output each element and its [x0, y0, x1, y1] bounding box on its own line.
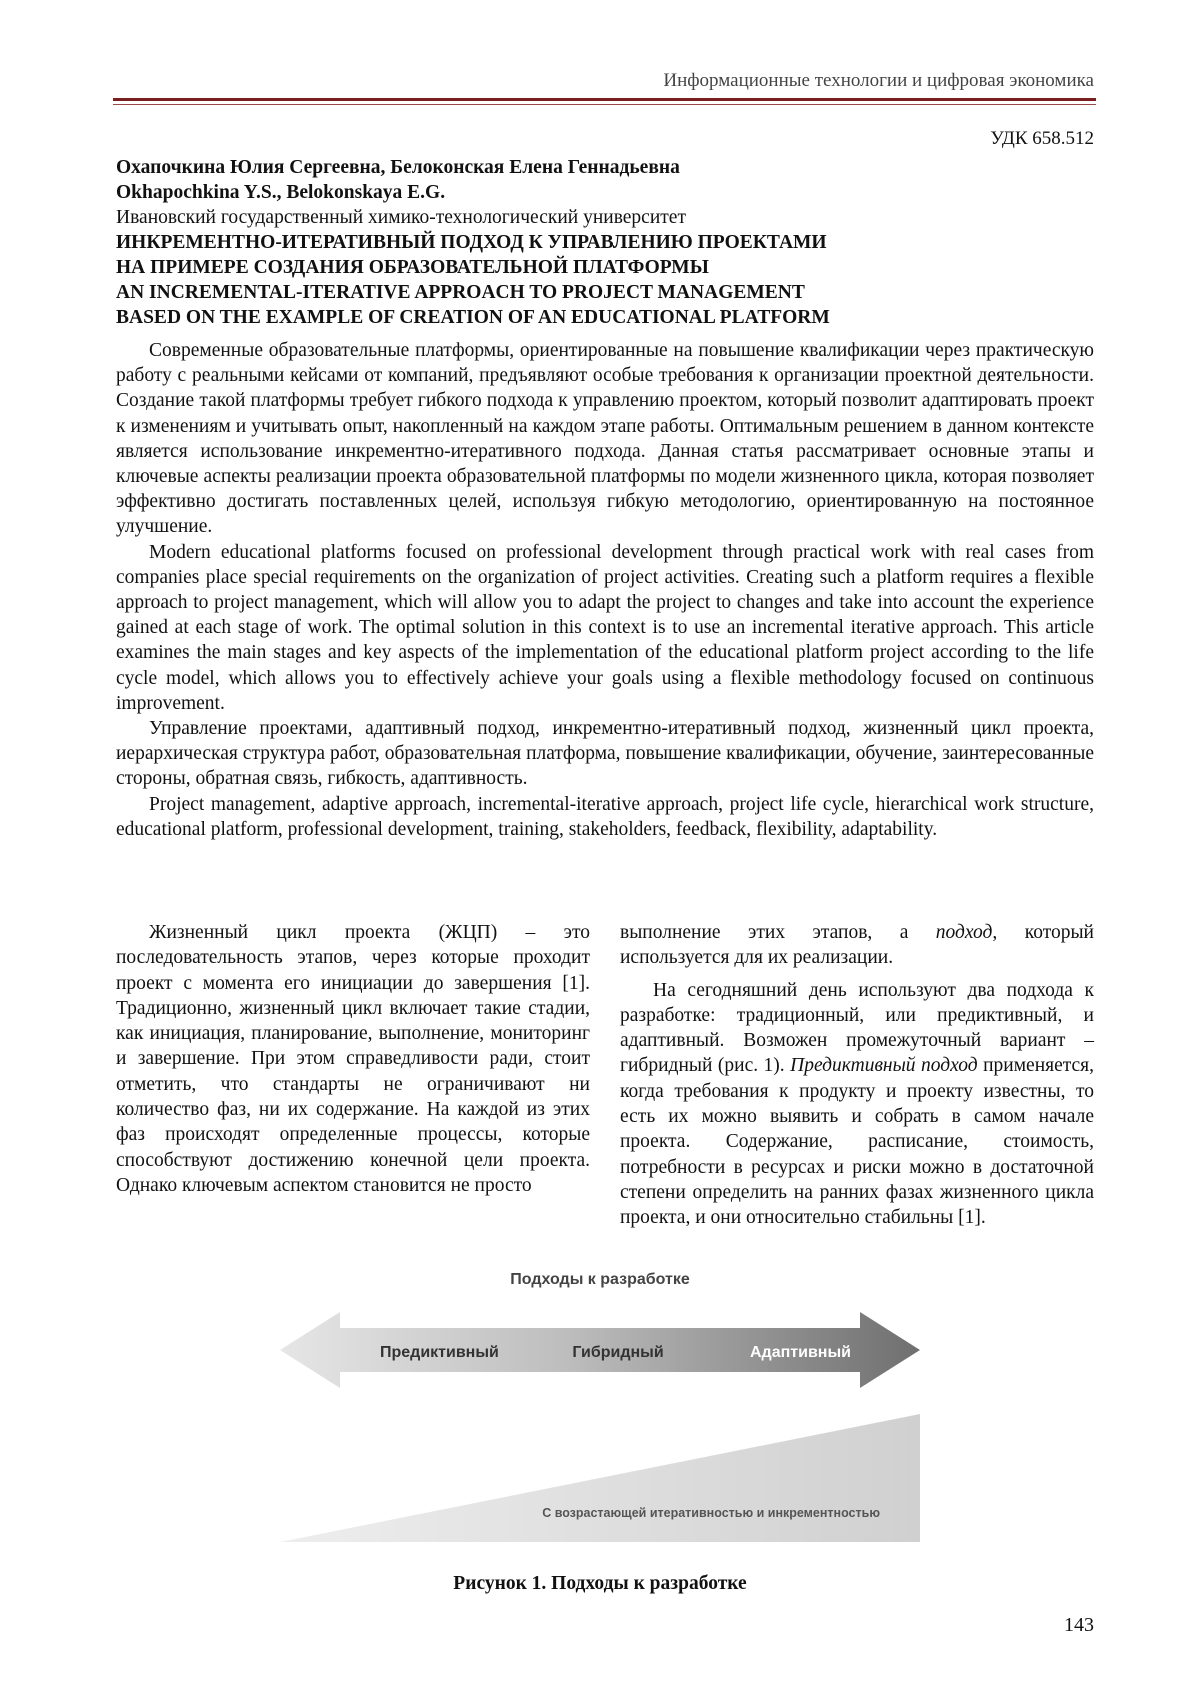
article-head [116, 155, 1094, 330]
label-predictive: Предиктивный [380, 1344, 499, 1361]
body-paragraph: На сегодняшний день используют два подхода к разработке: традиционный, или предиктивный, и адаптивный. Возможен промежуточный вариант – гибридный (рис. 1). Предиктивный подход применяется, когда требования к продукту и проекту известны, то есть их можно выявить и собрать в самом начале проекта. Содержание, расписание, стоимость, потребности в ресурсах и риски можно в достаточной степени определить на ранних фазах жизненного цикла проекта, и они относительно стабильны [1]. [620, 979, 1095, 1229]
udk-code: УДК 658.512 [990, 128, 1094, 149]
title-en-line-2: BASED ON THE EXAMPLE OF CREATION OF AN EDUCATIONAL PLATFORM [116, 307, 830, 328]
header-rule-thick [113, 98, 1096, 101]
running-header: Информационные технологии и цифровая экономика [663, 70, 1094, 91]
wedge-label: С возрастающей итеративностью и инкрементностью [542, 1506, 880, 1520]
page-number: 143 [1064, 1614, 1094, 1636]
affiliation: Ивановский государственный химико-технологический университет [116, 207, 686, 228]
figure-caption: Рисунок 1. Подходы к разработке [453, 1573, 747, 1594]
abstract-ru: Современные образовательные платформы, ориентированные на повышение квалификации через практическую работу с реальными кейсами от компаний, предъявляют особые требования к организации проектной деятельности. Создание такой платформы требует гибкого подхода к управлению проектом, который позволит адаптировать проект к изменениям и учитывать опыт, накопленный на каждом этапе работы. Оптимальным решением в данном контексте является использование инкрементно-итеративного подхода. Данная статья рассматривает основные этапы и ключевые аспекты реализации проекта образовательной платформы по модели жизненного цикла, которая позволяет эффективно достигать поставленных целей, используя гибкую методологию, ориентированную на постоянное улучшение. [116, 340, 1094, 538]
figure-title: Подходы к разработке [510, 1271, 690, 1288]
body-column-right [620, 920, 1094, 1231]
title-en-line-1: AN INCREMENTAL-ITERATIVE APPROACH TO PROJECT MANAGEMENT [116, 282, 805, 303]
body-column-left [116, 920, 590, 1198]
title-ru-line-1: ИНКРЕМЕНТНО-ИТЕРАТИВНЫЙ ПОДХОД К УПРАВЛЕНИЮ ПРОЕКТАМИ [116, 232, 827, 253]
increasing-wedge [280, 1414, 920, 1542]
emphasis-approach: подход [935, 922, 993, 943]
label-hybrid: Гибридный [572, 1344, 664, 1361]
body-paragraph: Жизненный цикл проекта (ЖЦП) – это последовательность этапов, через которые проходит проект с момента его инициации до завершения [1]. Традиционно, жизненный цикл включает такие стадии, как инициация, планирование, выполнение, мониторинг и завершение. При этом справедливости ради, стоит отметить, что стандарты не ограничивают ни количество фаз, ни их содержание. На каждой из этих фаз происходят определенные процессы, которые способствуют достижению конечной цели проекта. Однако ключевым аспектом становится не просто [116, 922, 590, 1196]
header-rule-thin [113, 104, 1096, 105]
abstract-block [116, 338, 1094, 842]
figure-diagram [280, 1262, 920, 1562]
figure-approaches [280, 1262, 920, 1562]
authors-en: Okhapochkina Y.S., Belokonskaya E.G. [116, 182, 446, 203]
authors-ru: Охапочкина Юлия Сергеевна, Белоконская Елена Геннадьевна [116, 157, 680, 178]
label-adaptive: Адаптивный [750, 1344, 851, 1361]
body-paragraph-continued: выполнение этих этапов, а подход, который используется для их реализации. [620, 922, 1094, 969]
title-ru-line-2: НА ПРИМЕРЕ СОЗДАНИЯ ОБРАЗОВАТЕЛЬНОЙ ПЛАТФОРМЫ [116, 257, 709, 278]
abstract-en: Modern educational platforms focused on professional development through practical work with real cases from companies place special requirements on the organization of project activities. Creating such a platform requires a flexible approach to project management, which will allow you to adapt the project to changes and take into account the experience gained at each stage of work. The optimal solution in this context is to use an incremental iterative approach. This article examines the main stages and key aspects of the implementation of the educational platform project according to the life cycle model, which allows you to effectively achieve your goals using a flexible methodology focused on continuous improvement. [116, 541, 1094, 714]
keywords-en: Project management, adaptive approach, incremental-iterative approach, project life cycle, hierarchical work structure, educational platform, professional development, training, stakeholders, feedback, flexibility, adaptability. [116, 793, 1094, 840]
emphasis-predictive-approach: Предиктивный подход [790, 1055, 978, 1077]
keywords-ru: Управление проектами, адаптивный подход, инкрементно-итеративный подход, жизненный цикл проекта, иерархическая структура работ, образовательная платформа, повышение квалификации, обучение, заинтересованные стороны, обратная связь, гибкость, адаптивность. [116, 718, 1094, 790]
